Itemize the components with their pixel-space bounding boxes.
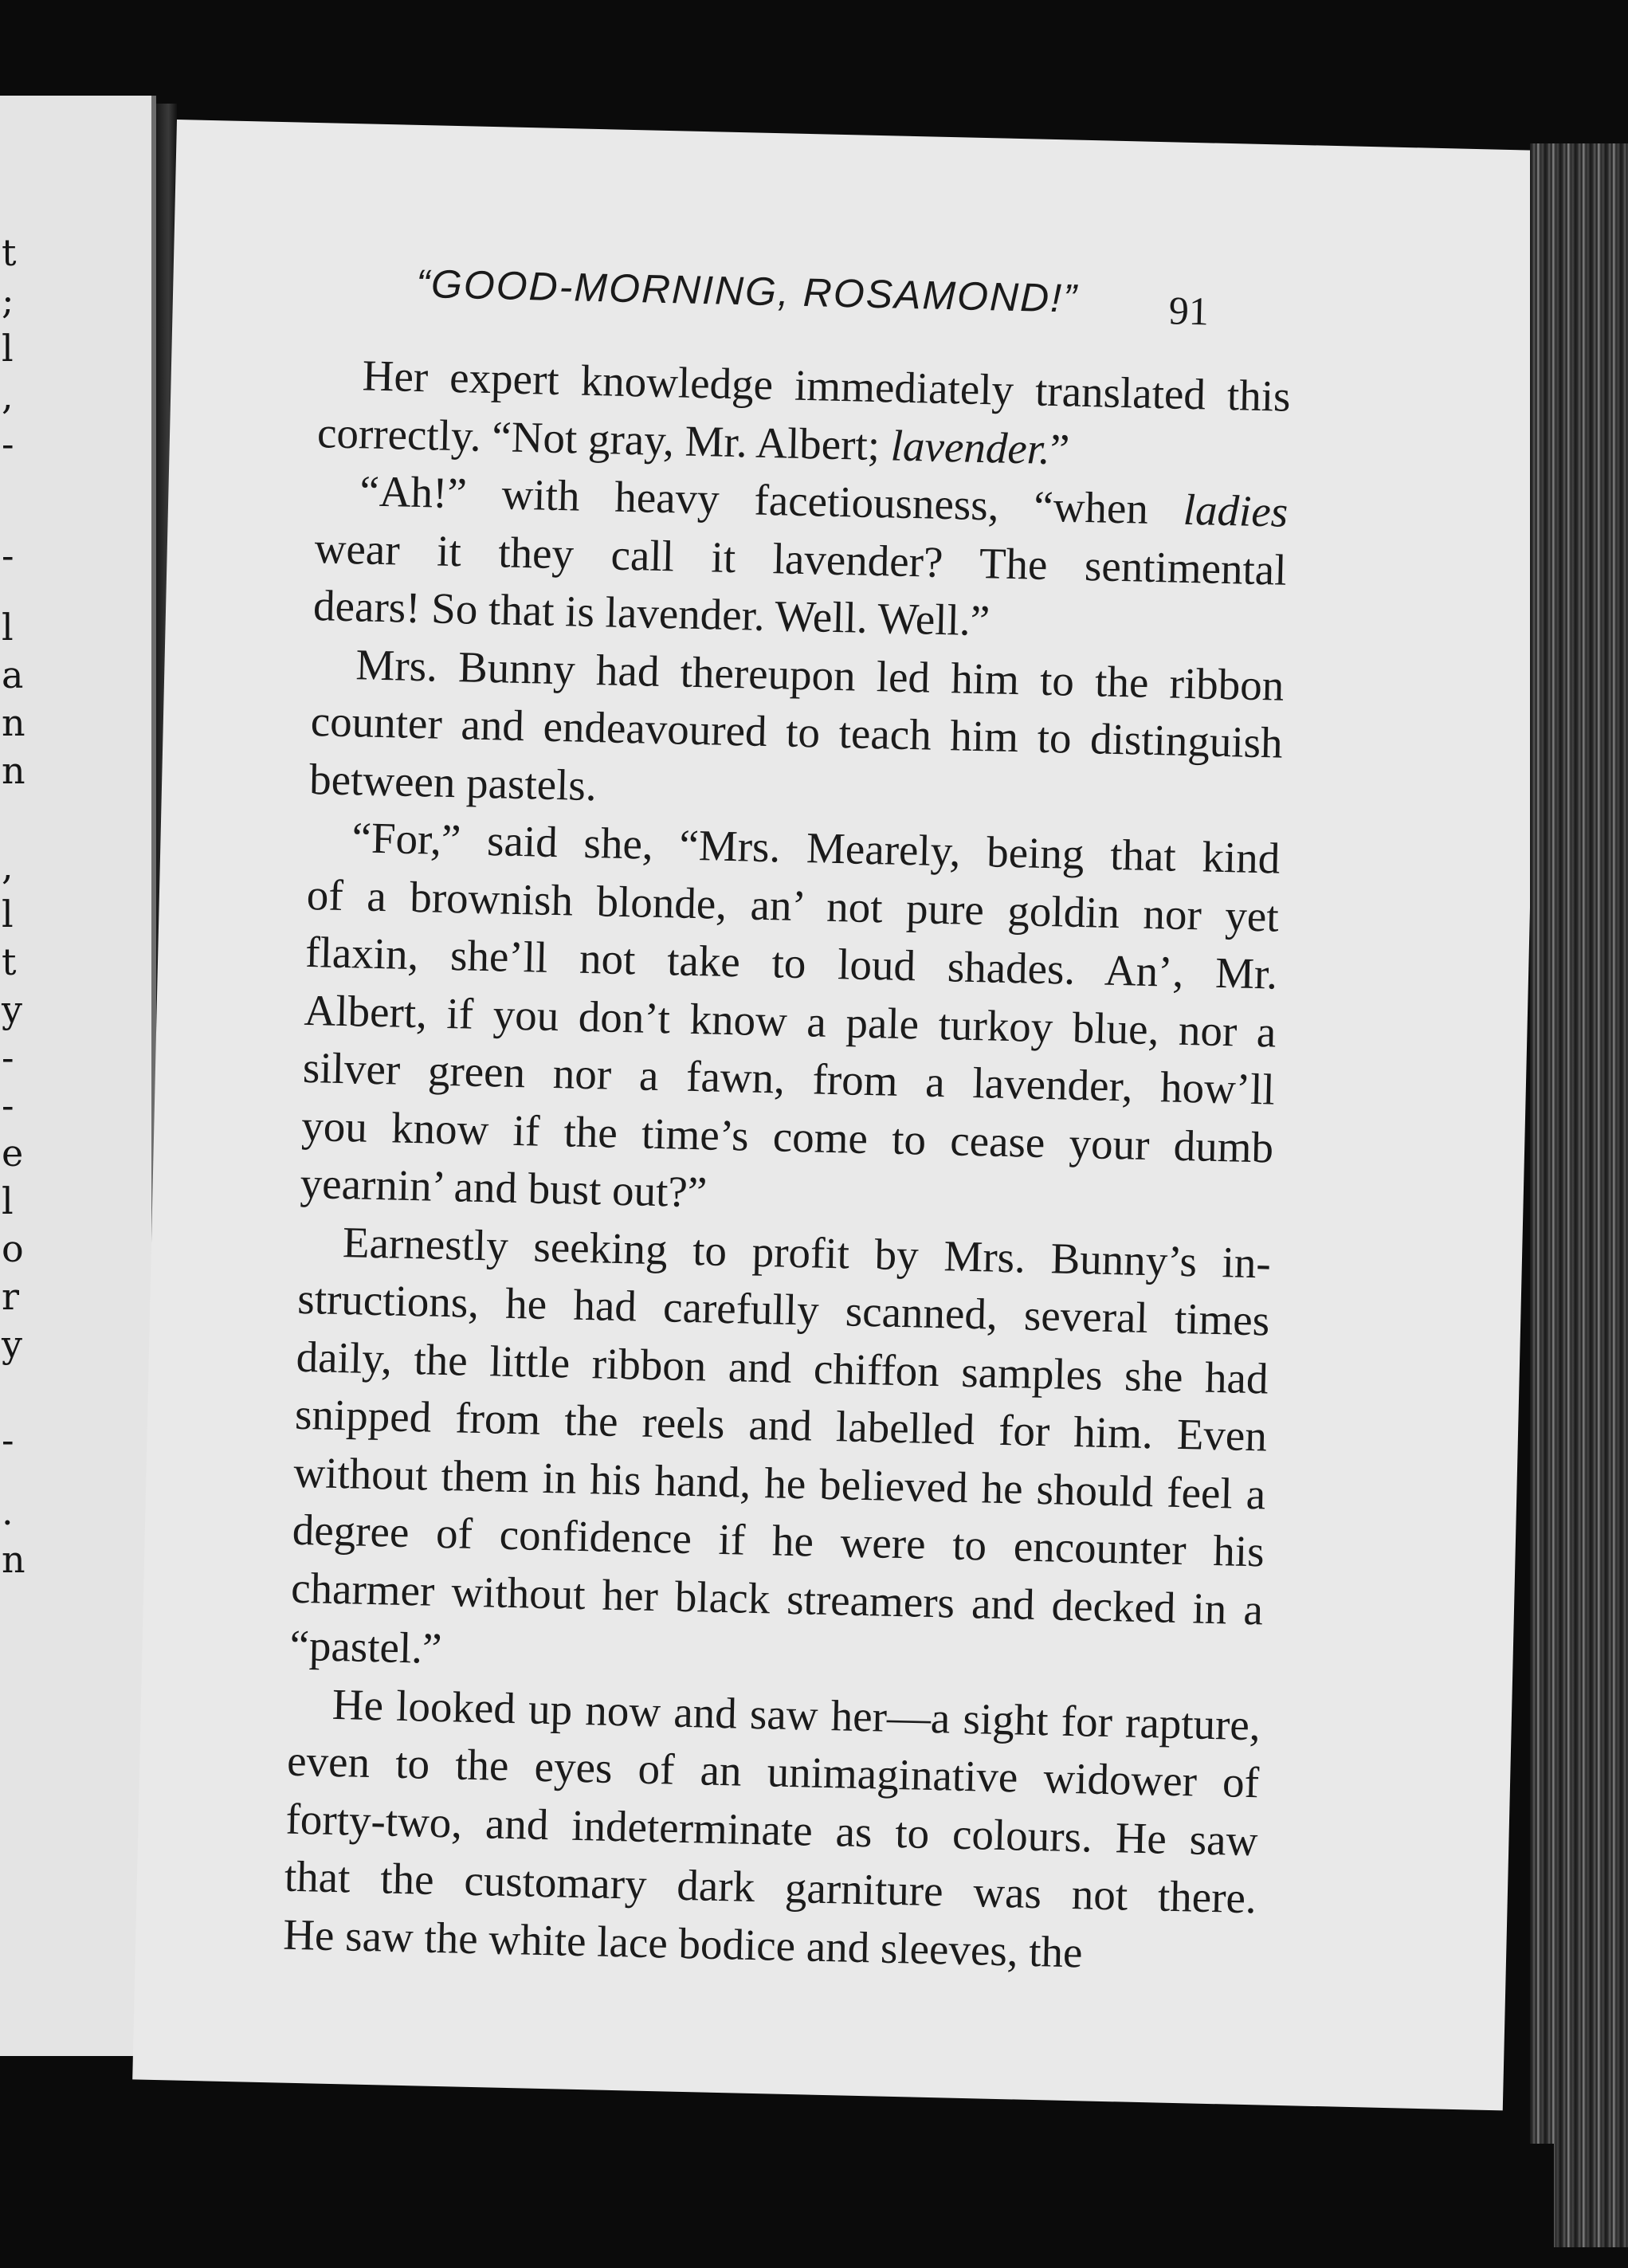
text-line: forty-two, and indeterminate as to colours. He saw [284,1794,1259,1865]
text-line: daily, the little ribbon and chiffon samples she had [296,1332,1269,1403]
text-line: “For,” said she, “Mrs. Mearely, being that kind [351,813,1281,883]
text-line: Albert, if you don’t know a pale turkoy blue, nor a [304,985,1277,1057]
text-line: snipped from the reels and labelled for him. Even [294,1389,1268,1461]
text-line: silver green nor a fawn, from a lavender, how’ll [302,1042,1276,1114]
right-page [132,120,1547,2110]
page-text-block [239,257,1293,1985]
left-edge-mark: l [2,606,14,649]
text-line: Her expert knowledge immediately translated this [362,351,1292,421]
scan-bottom-shadow [120,2144,1554,2268]
left-edge-mark: - [2,422,14,465]
left-edge-mark: , [2,845,14,888]
left-edge-mark: y [2,1323,22,1366]
text-line: even to the eyes of an unimaginative widower of [286,1736,1260,1807]
paragraph [265,634,1285,830]
text-line: without them in his hand, he believed he should feel a [292,1447,1266,1518]
text-line: Mrs. Bunny had thereupon led him to the ribbon [355,639,1285,710]
left-edge-mark: - [2,534,14,577]
left-edge-mark: t [2,940,17,983]
left-edge-mark: o [2,1227,24,1270]
left-edge-mark: l [2,327,14,370]
text-line: degree of confidence if he were to encounter his [292,1505,1265,1576]
left-edge-mark: l [2,893,14,936]
page-fore-edge [1530,143,1628,2247]
left-edge-mark: y [2,988,22,1031]
left-edge-mark: r [2,1275,19,1318]
left-edge-mark: n [2,749,25,792]
body-text [239,345,1292,1985]
text-line: counter and endeavoured to teach him to distinguish [310,696,1284,767]
text-line: wear it they call it lavender? The sentimental [314,523,1288,594]
text-line: “pastel.” [288,1620,443,1674]
paragraph [256,807,1281,1234]
left-edge-mark: - [2,1036,14,1079]
left-edge-mark: n [2,1538,25,1581]
text-line: flaxin, she’ll not take to loud shades. An’, Mr. [304,927,1278,999]
left-edge-mark: t [2,231,17,274]
left-page-edge-text [0,96,151,2056]
text-line: that the customary dark garniture was not there. [284,1851,1257,1923]
text-line: yearnin’ and bust out?” [300,1158,708,1217]
left-edge-mark: a [2,653,24,696]
left-edge-mark: . [2,1490,14,1533]
text-line: He saw the white lace bodice and sleeves, the [282,1909,1084,1976]
page-number: 91 [1168,288,1210,334]
text-line: “Ah!” with heavy facetiousness, “when ladies [359,466,1289,536]
text-line: structions, he had carefully scanned, several times [296,1273,1270,1345]
left-page-fragment [0,96,156,2056]
text-line: dears! So that is lavender. Well. Well.” [312,581,991,645]
text-line: you know if the time’s come to cease your dumb [300,1101,1274,1172]
text-line: correctly. “Not gray, Mr. Albert; lavender.” [316,407,1070,474]
left-edge-mark: - [2,1084,14,1127]
running-head-title: “GOOD-MORNING, ROSAMOND!” [415,261,1079,321]
left-edge-mark: ; [2,279,14,322]
text-line: of a brownish blonde, an’ not pure goldin nor yet [306,869,1280,941]
paragraph [269,461,1289,657]
text-line: Earnestly seeking to profit by Mrs. Bunny’s in- [342,1217,1272,1288]
paragraph [273,345,1291,484]
left-edge-mark: n [2,701,25,744]
paragraph [245,1211,1272,1697]
left-edge-mark: e [2,1132,24,1175]
text-line: charmer without her black streamers and decked in a [290,1563,1264,1634]
left-edge-mark: , [2,375,14,418]
text-line: He looked up now and saw her—a sight for rapture, [331,1679,1261,1749]
left-edge-mark: - [2,1418,14,1462]
left-edge-mark: l [2,1179,14,1222]
text-line: between pastels. [308,754,598,810]
paragraph [239,1674,1261,1985]
